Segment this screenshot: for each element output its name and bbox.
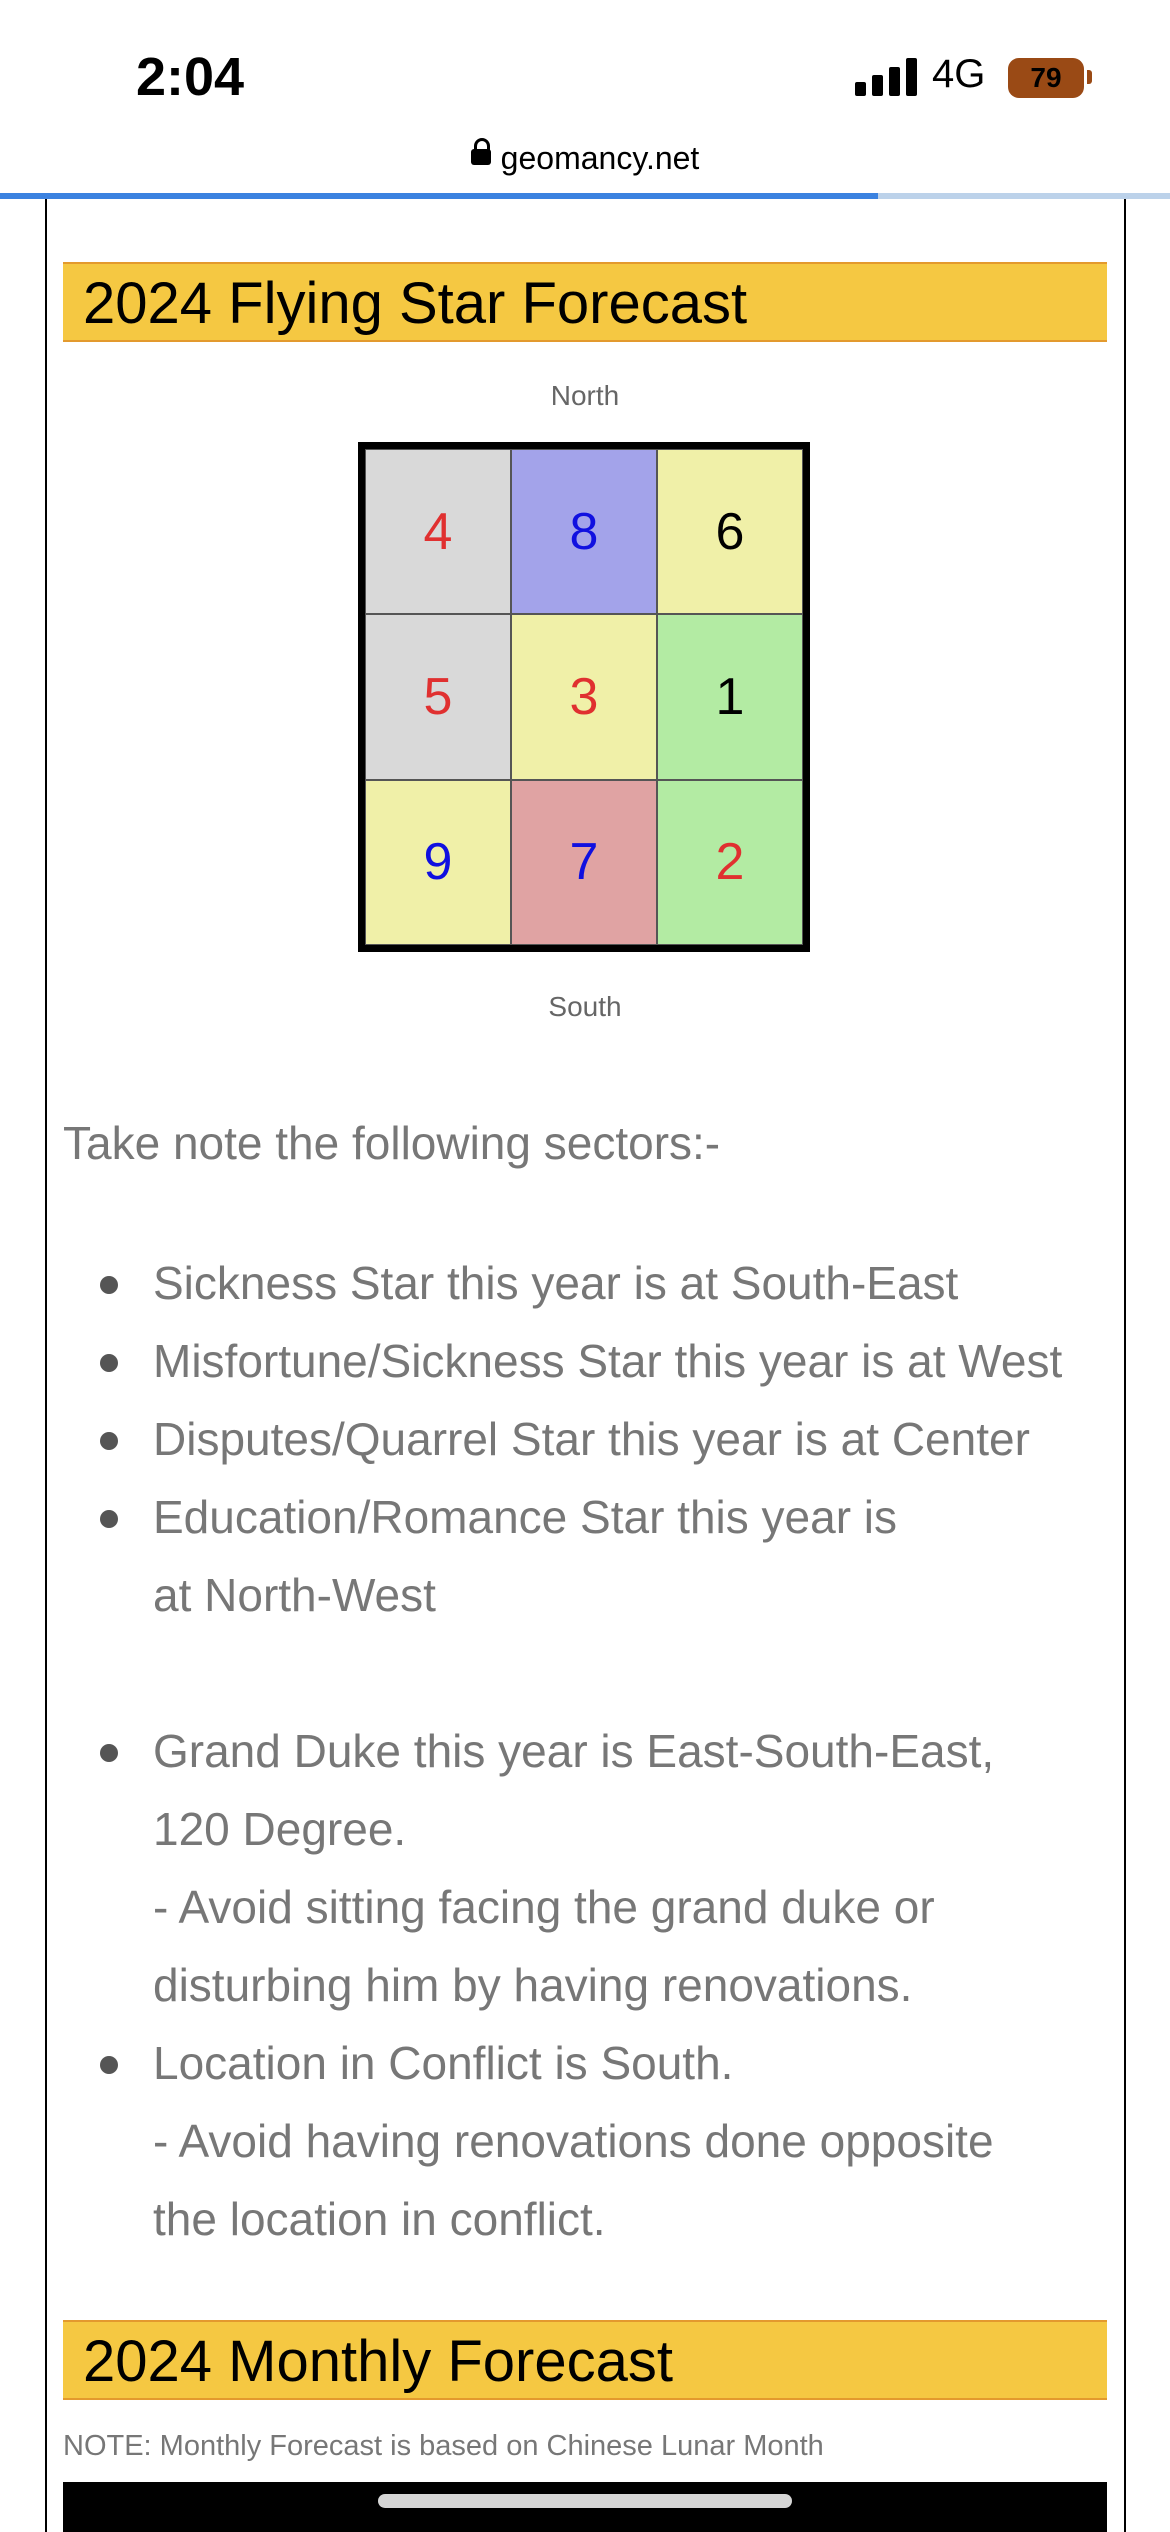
list-item-text: the location in conflict. <box>153 2193 606 2245</box>
list-item <box>0 2024 1170 2258</box>
list-item-text: 120 Degree. <box>153 1803 407 1855</box>
list-item-text: Misfortune/Sickness Star this year is at West <box>153 1335 1063 1387</box>
list-item <box>0 1322 1170 1400</box>
grid-cell-sw: 9 <box>365 780 511 945</box>
grid-cell-n: 8 <box>511 449 657 614</box>
lock-icon <box>471 149 491 165</box>
list-item-text: Education/Romance Star this year is <box>153 1491 898 1543</box>
list-item-text: Location in Conflict is South. <box>153 2037 734 2089</box>
list-item-text: disturbing him by having renovations. <box>153 1959 913 2011</box>
monthly-forecast-heading: 2024 Monthly Forecast <box>63 2320 1107 2400</box>
grid-cell-e: 1 <box>657 614 803 779</box>
list-item <box>0 1400 1170 1478</box>
grid-cell-center: 3 <box>511 614 657 779</box>
grid-cell-w: 5 <box>365 614 511 779</box>
list-item-text: Disputes/Quarrel Star this year is at Center <box>153 1413 1030 1465</box>
sector-notes-list <box>0 1244 1170 2258</box>
bullet-icon <box>100 1744 118 1762</box>
list-item-text: Sickness Star this year is at South-East <box>153 1257 959 1309</box>
grid-cell-nw: 4 <box>365 449 511 614</box>
list-spacer <box>0 1634 1170 1712</box>
bullet-icon <box>100 1510 118 1528</box>
battery-icon: 79 <box>1008 58 1084 98</box>
status-bar <box>0 0 1170 140</box>
list-item <box>0 1244 1170 1322</box>
network-type: 4G <box>932 52 986 96</box>
south-label: South <box>548 991 622 1022</box>
url-text: geomancy.net <box>500 140 700 176</box>
list-item <box>0 1478 1170 1634</box>
list-item-text: - Avoid sitting facing the grand duke or <box>153 1881 935 1933</box>
list-item-text: at North-West <box>153 1569 436 1621</box>
bullet-icon <box>100 1276 118 1294</box>
flying-star-heading: 2024 Flying Star Forecast <box>63 262 1107 342</box>
bullet-icon <box>100 1354 118 1372</box>
bullet-icon <box>100 1432 118 1450</box>
grid-cell-se: 2 <box>657 780 803 945</box>
signal-icon <box>855 58 917 96</box>
list-item-text: - Avoid having renovations done opposite <box>153 2115 994 2167</box>
list-item <box>0 1712 1170 2024</box>
address-bar[interactable] <box>0 140 1170 194</box>
monthly-note: NOTE: Monthly Forecast is based on Chinese Lunar Month <box>63 2430 824 2462</box>
north-label: North <box>550 380 620 411</box>
grid-cell-s: 7 <box>511 780 657 945</box>
flying-star-grid <box>358 442 810 952</box>
list-item-text: Grand Duke this year is East-South-East, <box>153 1725 995 1777</box>
notes-intro: Take note the following sectors:- <box>63 1117 721 1169</box>
bullet-icon <box>100 2056 118 2074</box>
battery-tip <box>1087 70 1092 84</box>
status-time: 2:04 <box>136 47 245 107</box>
grid-cell-ne: 6 <box>657 449 803 614</box>
home-indicator[interactable] <box>378 2494 792 2508</box>
